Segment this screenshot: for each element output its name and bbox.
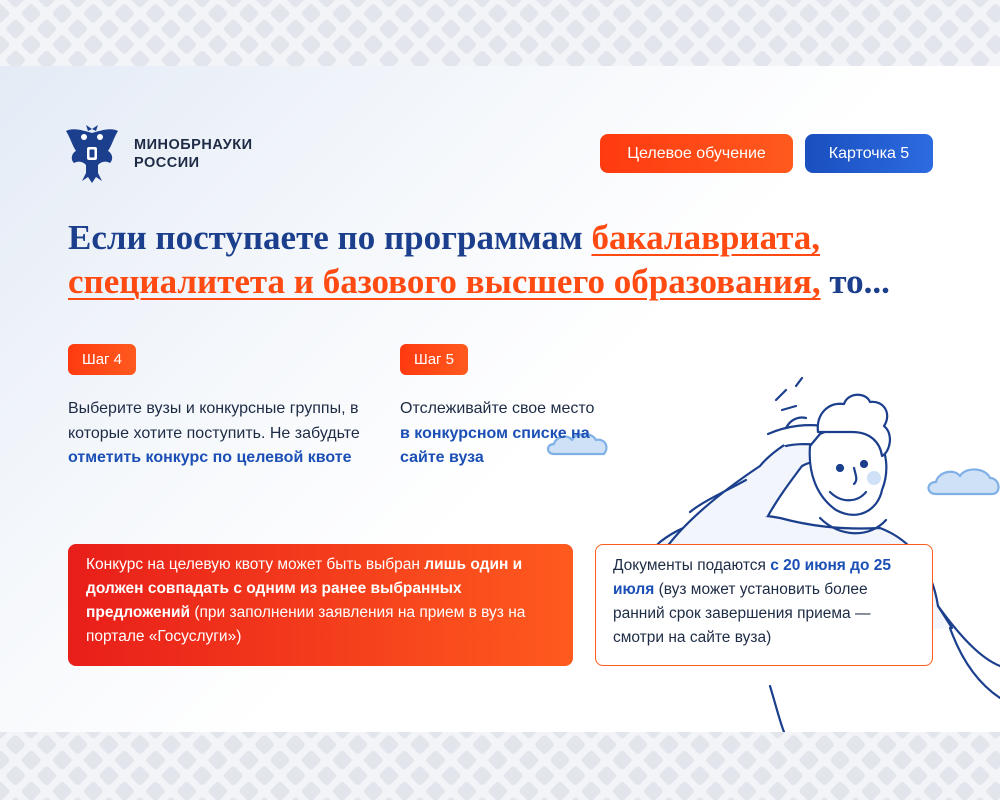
deadline-note-text1: Документы подаются [613, 557, 771, 574]
step5-badge: Шаг 5 [400, 344, 468, 375]
step4-accent: отметить конкурс по целевой квоте [68, 449, 352, 466]
headline-highlight2: специалитета и базового высшего образования, [68, 262, 821, 301]
quota-note-text2: (при заполнении заявления на прием в вуз на портале «Госуслуги») [86, 604, 526, 645]
deadline-note-text2: (вуз может установить более ранний срок завершения приема — смотри на сайте вуза) [613, 581, 871, 646]
headline [68, 216, 968, 304]
ministry-name-line1: МИНОБРНАУКИ [134, 137, 253, 153]
person-illustration [540, 306, 1000, 732]
step4-badge: Шаг 4 [68, 344, 136, 375]
cloud-icon [929, 469, 999, 494]
info-card [0, 66, 1000, 732]
step5-description: Отслеживайте свое место [400, 400, 595, 417]
step5-accent: в конкурсном списке на сайте вуза [400, 424, 590, 466]
ministry-logo [64, 123, 253, 185]
quota-note-text1: Конкурс на целевую квоту может быть выбран [86, 556, 425, 573]
quota-note-bold: лишь один и должен совпадать с одним из ранее выбранных предложений [86, 556, 523, 621]
coat-of-arms-icon [64, 123, 120, 185]
deadline-note-bold: с 20 июня до 25 июля [613, 557, 892, 598]
step5-text [400, 397, 600, 471]
step4-description: Выберите вузы и конкурсные группы, в которые хотите поступить. Не забудьте [68, 400, 360, 442]
ministry-name-line2: РОССИИ [134, 155, 200, 171]
quota-note [68, 544, 573, 666]
headline-part1: Если поступаете по программам [68, 218, 592, 257]
deadline-note [595, 544, 933, 666]
card-number-tag: Карточка 5 [805, 134, 933, 173]
step4-text [68, 397, 368, 471]
topic-tag: Целевое обучение [600, 134, 793, 173]
headline-highlight1: бакалавриата, [591, 218, 821, 257]
headline-part2: то... [820, 262, 890, 301]
